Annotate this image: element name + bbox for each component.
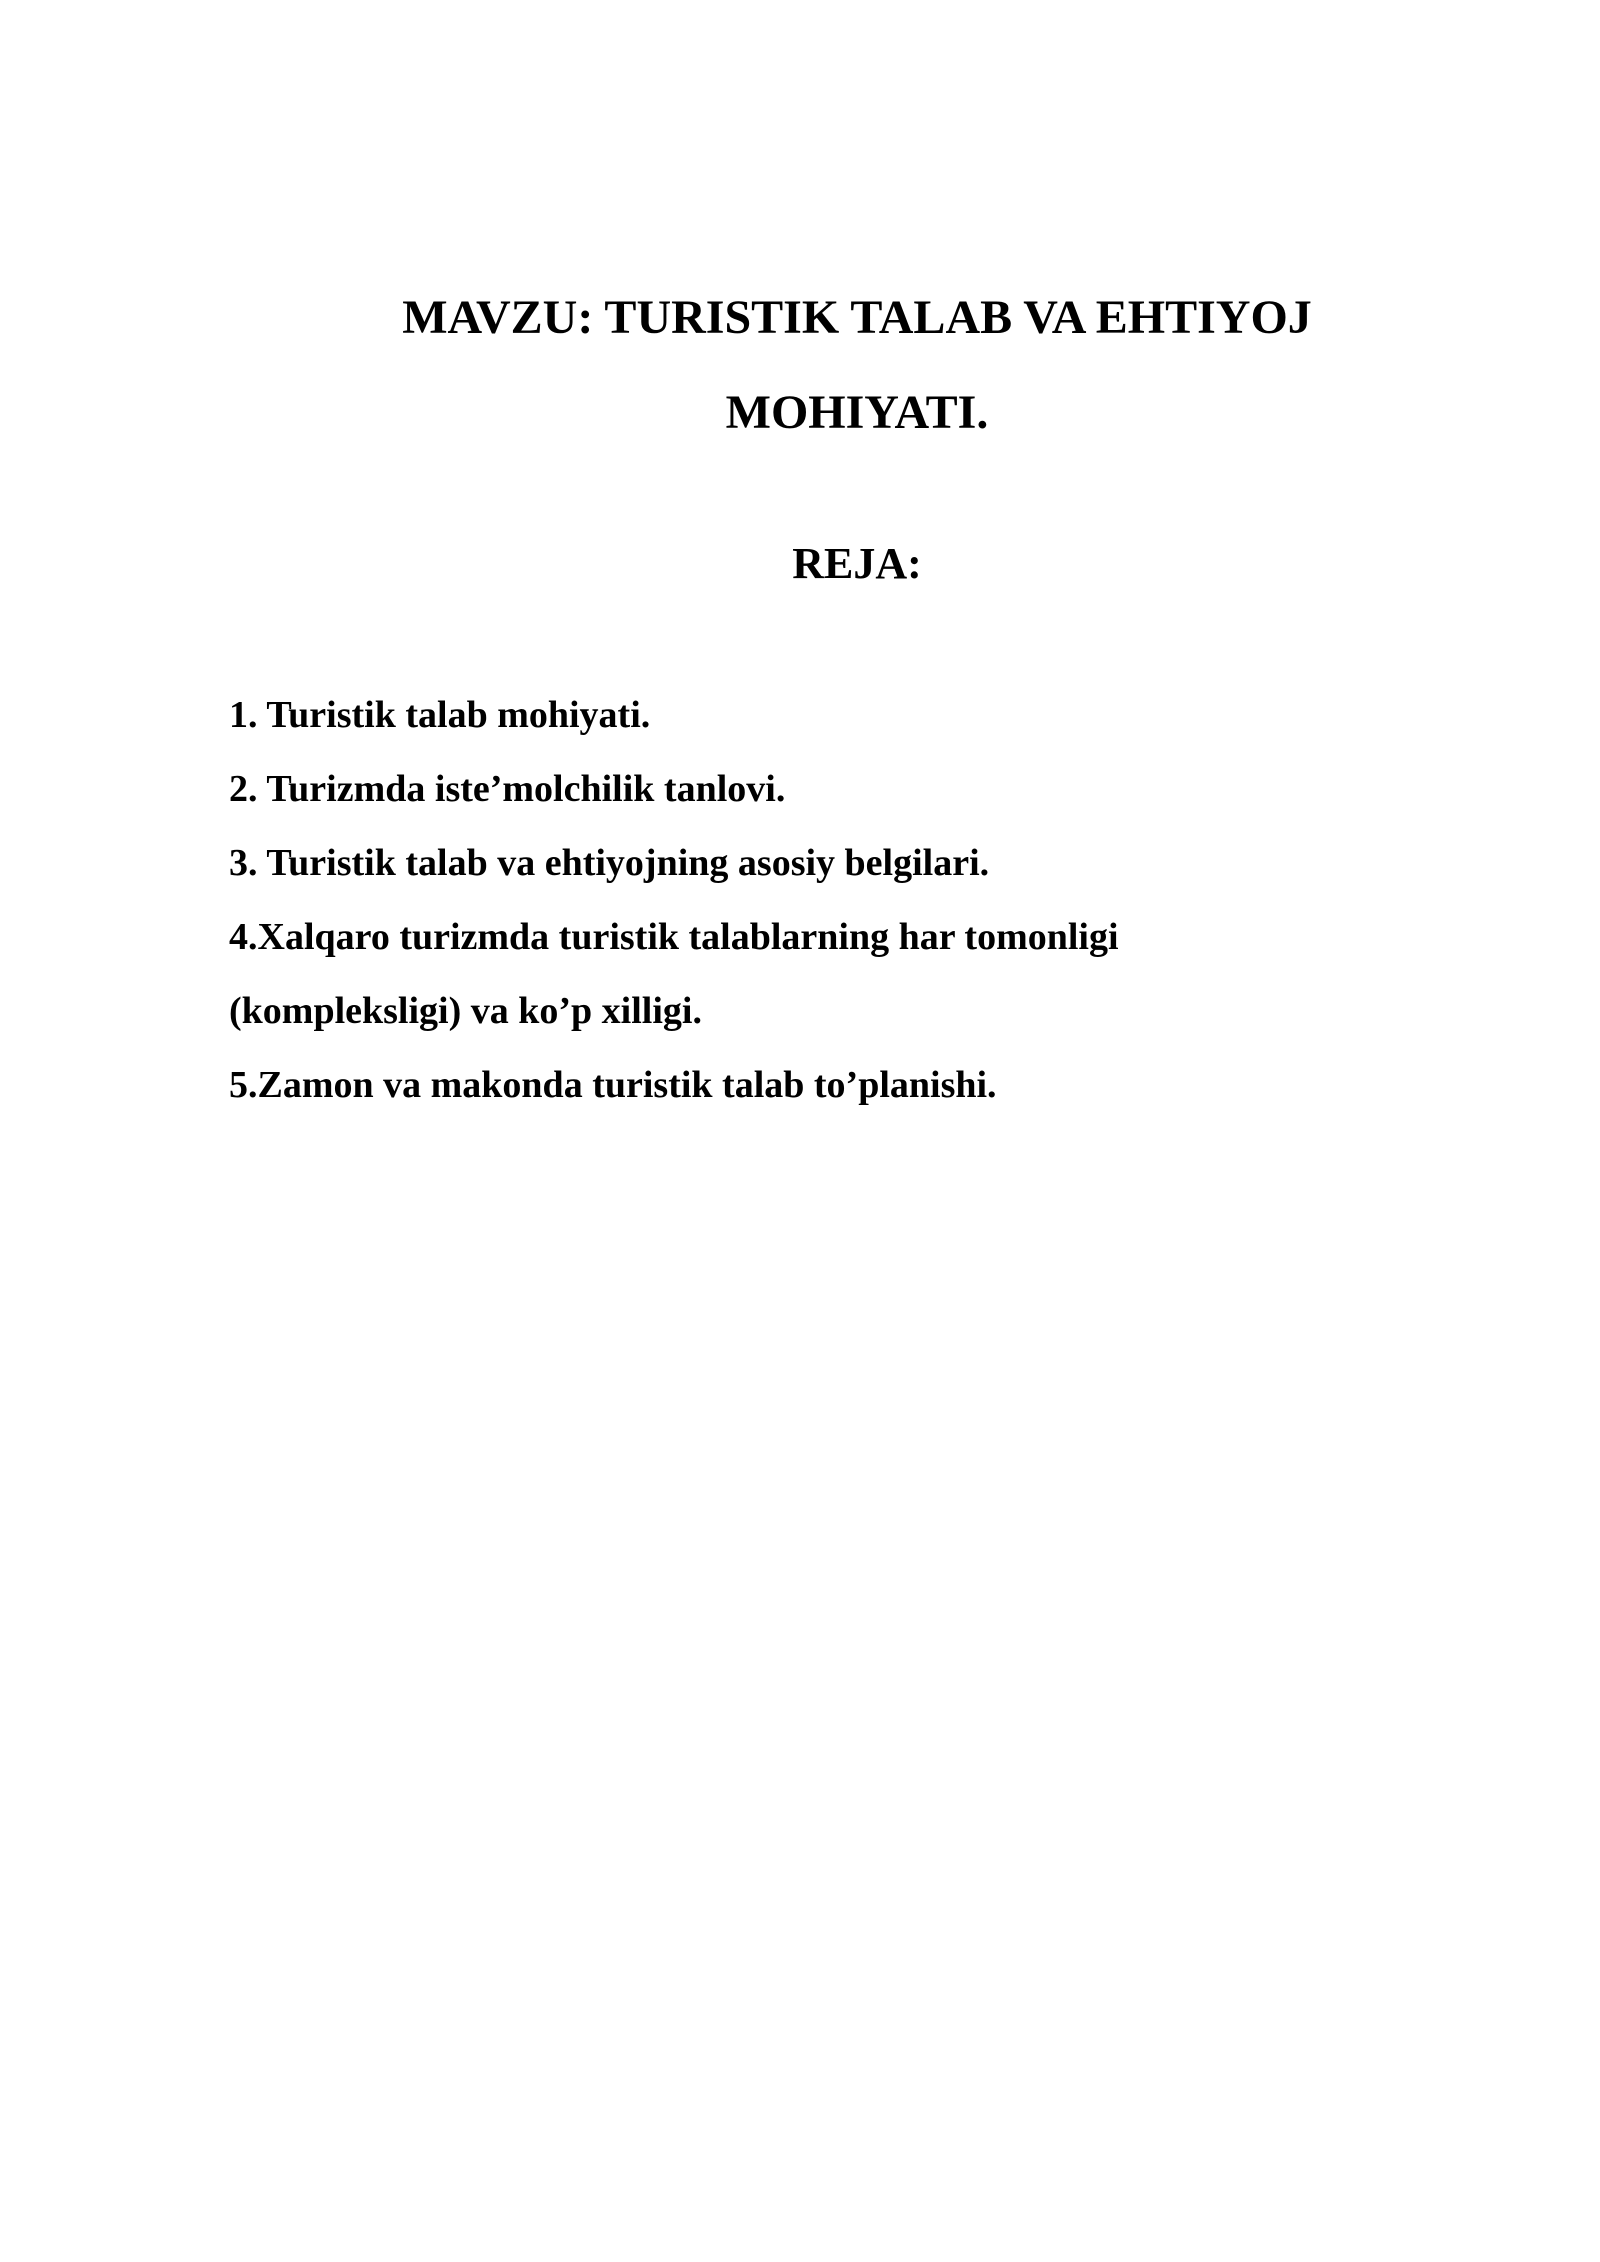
plan-item-4: 4.Xalqaro turizmda turistik talablarning har tomonligi bbox=[229, 916, 1119, 958]
title-line-1: MAVZU: TURISTIK TALAB VA EHTIYOJ bbox=[402, 291, 1312, 344]
document-title bbox=[232, 270, 1482, 460]
title-line-2: MOHIYATI. bbox=[725, 386, 989, 439]
plan-heading: REJA: bbox=[792, 539, 922, 588]
plan-list bbox=[229, 678, 1429, 1122]
plan-item-2: 2. Turizmda iste’molchilik tanlovi. bbox=[229, 768, 786, 810]
plan-item-4-continuation: (kompleksligi) va ko’p xilligi. bbox=[229, 990, 702, 1032]
plan-item-1: 1. Turistik talab mohiyati. bbox=[229, 694, 651, 736]
plan-item-3: 3. Turistik talab va ehtiyojning asosiy belgilari. bbox=[229, 842, 990, 884]
plan-item-5: 5.Zamon va makonda turistik talab to’planishi. bbox=[229, 1064, 997, 1106]
